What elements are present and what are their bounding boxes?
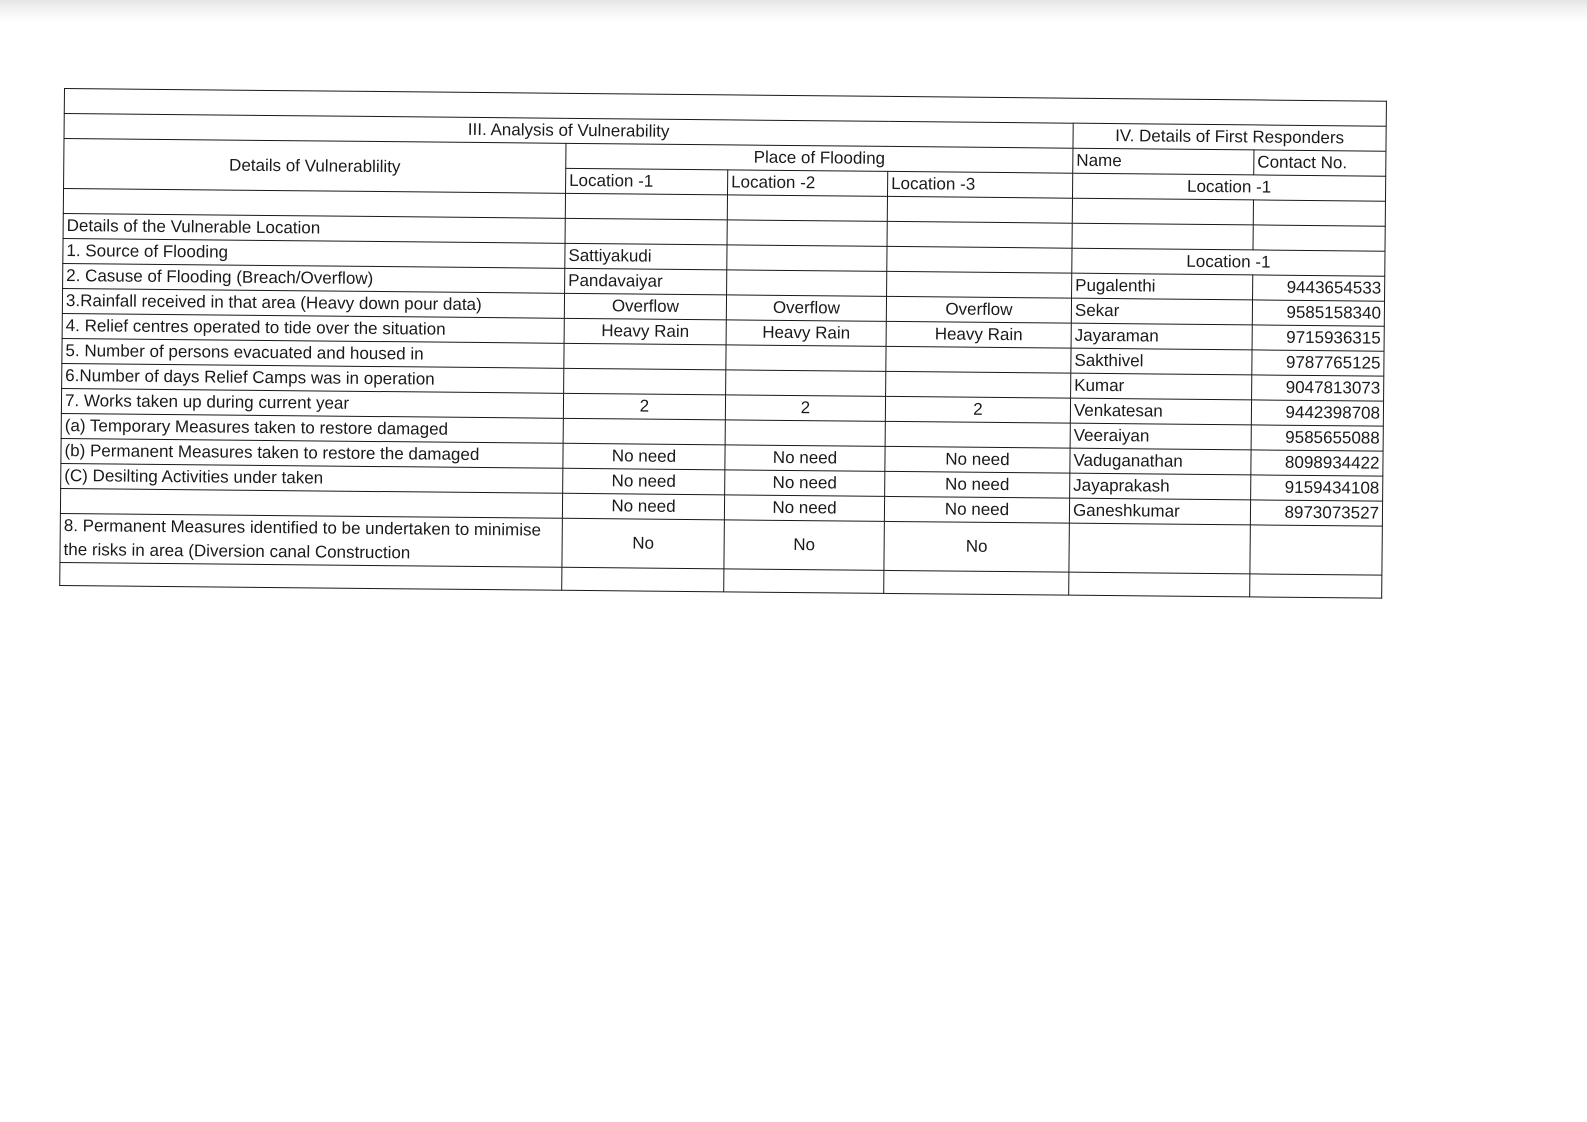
responder-contact: 8973073527 bbox=[1250, 500, 1382, 526]
responder-name: Vaduganathan bbox=[1070, 448, 1251, 475]
vulnerability-sheet bbox=[59, 88, 1386, 599]
blank-cell bbox=[562, 567, 724, 592]
spacer-cell bbox=[887, 196, 1072, 223]
responders-section-title: IV. Details of First Responders bbox=[1073, 123, 1386, 151]
spacer-cell bbox=[727, 195, 887, 222]
responder-empty-cell bbox=[1072, 223, 1253, 250]
blank-cell bbox=[60, 562, 562, 590]
location-3-value: Overflow bbox=[886, 296, 1071, 323]
location-2-value: Heavy Rain bbox=[726, 320, 886, 347]
row-label: 6.Number of days Relief Camps was in operation bbox=[62, 363, 564, 393]
location-2-value bbox=[726, 345, 886, 372]
location-3-value: 2 bbox=[885, 396, 1070, 423]
row-label: 2. Casuse of Flooding (Breach/Overflow) bbox=[63, 263, 565, 293]
row-label: (a) Temporary Measures taken to restore damaged bbox=[61, 413, 563, 443]
location-1-value: Pandavaiyar bbox=[565, 268, 727, 295]
vulnerability-table bbox=[59, 88, 1387, 599]
responder-name: Ganeshkumar bbox=[1069, 498, 1250, 525]
location-2-value: 2 bbox=[725, 395, 885, 422]
responder-empty-cell bbox=[1253, 225, 1385, 251]
responder-contact: 9443654533 bbox=[1253, 275, 1385, 301]
location-3-value bbox=[885, 421, 1070, 448]
responder-contact: 9585655088 bbox=[1251, 425, 1383, 451]
blank-cell bbox=[1069, 572, 1250, 597]
responder-contact: 9159434108 bbox=[1251, 475, 1383, 501]
location-1-value bbox=[564, 368, 726, 395]
spacer-cell bbox=[1072, 198, 1253, 225]
contact-header: Contact No. bbox=[1254, 150, 1386, 176]
location-3-value: No need bbox=[884, 496, 1069, 523]
location-1-value: 2 bbox=[563, 393, 725, 420]
location-2-header: Location -2 bbox=[728, 170, 888, 197]
location-1-value bbox=[563, 418, 725, 445]
location-2-value: No need bbox=[725, 445, 885, 472]
blank-cell bbox=[724, 569, 884, 594]
location-2-value bbox=[725, 420, 885, 447]
location-3-value: Heavy Rain bbox=[886, 321, 1071, 348]
location-3-value bbox=[887, 221, 1072, 248]
spacer-cell bbox=[565, 193, 727, 220]
location-2-value bbox=[727, 270, 887, 297]
responder-contact: 8098934422 bbox=[1251, 450, 1383, 476]
details-header: Details of Vulnerablility bbox=[64, 139, 566, 194]
location-1-value: No need bbox=[563, 443, 725, 470]
location-2-value: No need bbox=[724, 495, 884, 522]
responder-location-label-2: Location -1 bbox=[1072, 248, 1385, 276]
location-2-value bbox=[726, 370, 886, 397]
spacer-cell bbox=[1253, 200, 1385, 226]
location-2-value: No bbox=[724, 520, 884, 571]
location-2-value: Overflow bbox=[726, 295, 886, 322]
row-label: 1. Source of Flooding bbox=[63, 238, 565, 268]
row-label: (b) Permanent Measures taken to restore the damaged bbox=[61, 438, 563, 468]
row-label: 8. Permanent Measures identified to be undertaken to minimise the risks in area (Diversion canal Construction bbox=[60, 513, 562, 567]
responder-name: Kumar bbox=[1071, 373, 1252, 400]
vulnerability-section-title: III. Analysis of Vulnerability bbox=[64, 114, 1073, 149]
row-label: 4. Relief centres operated to tide over the situation bbox=[62, 313, 564, 343]
responder-name: Jayaprakash bbox=[1070, 473, 1251, 500]
responder-location-label: Location -1 bbox=[1072, 173, 1385, 201]
location-3-value: No need bbox=[885, 471, 1070, 498]
location-3-value bbox=[887, 271, 1072, 298]
location-3-value bbox=[887, 246, 1072, 273]
location-1-value: Overflow bbox=[564, 293, 726, 320]
responder-contact: 9047813073 bbox=[1252, 375, 1384, 401]
place-of-flooding-header: Place of Flooding bbox=[566, 143, 1073, 173]
location-2-value bbox=[727, 220, 887, 247]
location-3-value: No bbox=[884, 521, 1069, 572]
name-header: Name bbox=[1073, 148, 1254, 175]
blank-cell bbox=[1250, 574, 1382, 598]
row-label: 7. Works taken up during current year bbox=[61, 388, 563, 418]
row-label: 3.Rainfall received in that area (Heavy down pour data) bbox=[62, 288, 564, 318]
location-3-header: Location -3 bbox=[887, 171, 1072, 198]
location-1-value: Sattiyakudi bbox=[565, 243, 727, 270]
responder-name: Pugalenthi bbox=[1072, 273, 1253, 300]
location-1-value: No need bbox=[563, 468, 725, 495]
location-1-value: Heavy Rain bbox=[564, 318, 726, 345]
row-label: (C) Desilting Activities under taken bbox=[61, 463, 563, 493]
location-1-value: No bbox=[562, 518, 724, 569]
location-1-header: Location -1 bbox=[566, 168, 728, 195]
location-2-value: No need bbox=[725, 470, 885, 497]
responder-empty-cell bbox=[1250, 525, 1383, 575]
blank-cell bbox=[884, 570, 1069, 595]
responder-contact: 9715936315 bbox=[1252, 325, 1384, 351]
responder-name: Veeraiyan bbox=[1070, 423, 1251, 450]
responder-contact: 9442398708 bbox=[1251, 400, 1383, 426]
location-1-value bbox=[565, 218, 727, 245]
scan-edge-shadow bbox=[0, 0, 1587, 22]
location-1-value: No need bbox=[562, 493, 724, 520]
location-1-value bbox=[564, 343, 726, 370]
location-3-value: No need bbox=[885, 446, 1070, 473]
location-3-value bbox=[886, 371, 1071, 398]
location-2-value bbox=[727, 245, 887, 272]
row-label: Details of the Vulnerable Location bbox=[63, 213, 565, 243]
responder-name: Sekar bbox=[1071, 298, 1252, 325]
responder-empty-cell bbox=[1069, 523, 1250, 574]
responder-name: Sakthivel bbox=[1071, 348, 1252, 375]
location-3-value bbox=[886, 346, 1071, 373]
responder-name: Venkatesan bbox=[1070, 398, 1251, 425]
responder-contact: 9787765125 bbox=[1252, 350, 1384, 376]
responder-contact: 9585158340 bbox=[1252, 300, 1384, 326]
row-label: 5. Number of persons evacuated and housed in bbox=[62, 338, 564, 368]
responder-name: Jayaraman bbox=[1071, 323, 1252, 350]
